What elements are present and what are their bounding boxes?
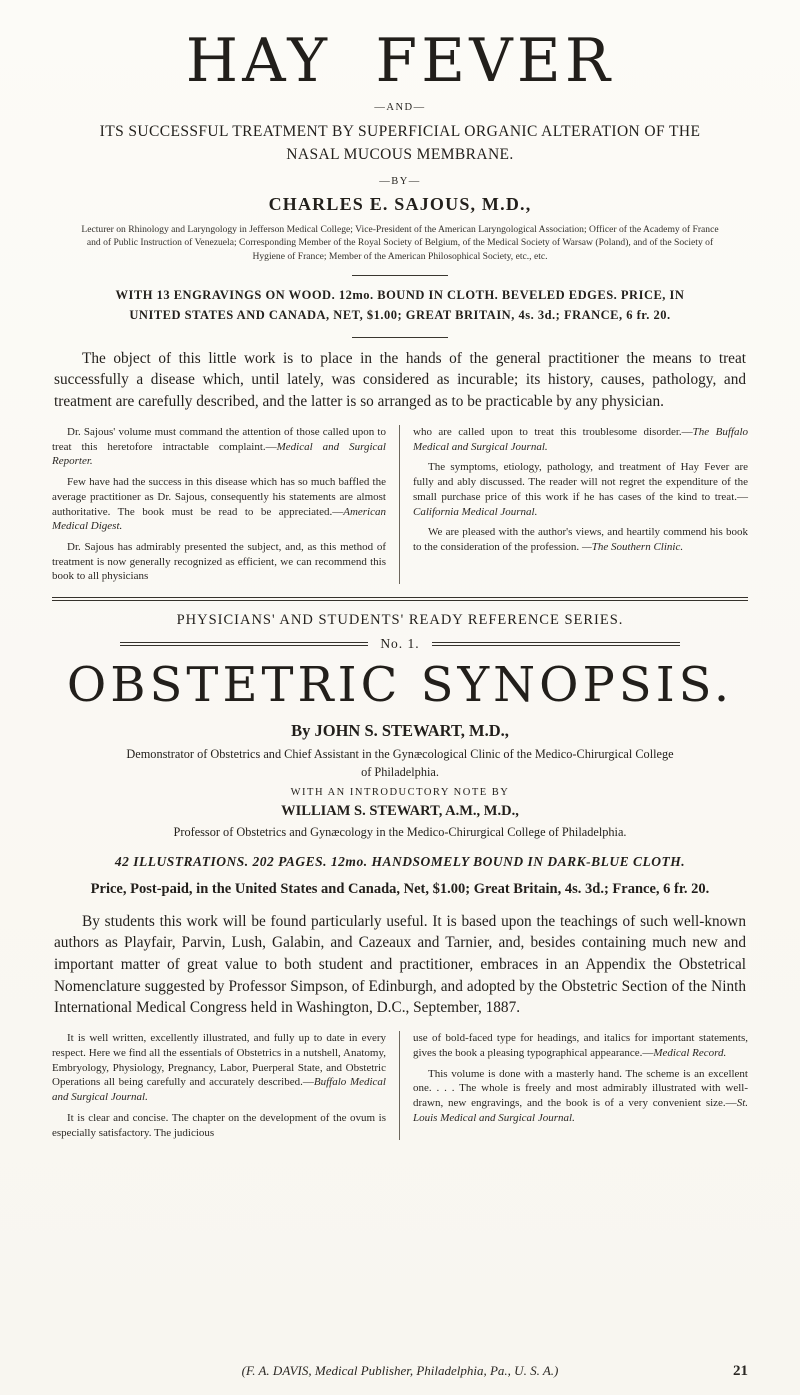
book1-title: HAY FEVER xyxy=(185,26,615,96)
series-rule-right xyxy=(432,642,680,646)
page-number: 21 xyxy=(733,1363,748,1379)
review-source: St. Louis Medical and Surgical Journal. xyxy=(413,1097,748,1124)
review-text: We are pleased with the author's views, and heartily commend his book to the consideration of the profession. xyxy=(413,526,748,554)
intro-note-author: WILLIAM S. STEWART, A.M., M.D., xyxy=(281,803,519,820)
book2-reviews-right-column xyxy=(400,1031,748,1140)
review-paragraph xyxy=(413,525,748,554)
review-paragraph xyxy=(413,1031,748,1060)
review-paragraph xyxy=(413,1067,748,1126)
section-rule xyxy=(352,337,448,338)
book2-format-specs: 42 ILLUSTRATIONS. 202 PAGES. 12mo. HANDSOMELY BOUND IN DARK-BLUE CLOTH. xyxy=(114,853,686,869)
series-title: PHYSICIANS' AND STUDENTS' READY REFERENCE SERIES. xyxy=(176,612,624,629)
review-paragraph xyxy=(52,540,386,584)
book1-author-credentials: Lecturer on Rhinology and Laryngology in Jefferson Medical College; Vice-President of the American Laryngological Association; Officer of the Academy of France and of Public Instruction of Venezuela; Corresponding Member of the Royal Society of Belgium, of the Medical Society of Warsaw (Poland), and of the Society of Hygiene of France; Member of the American Philosophical Society, etc., etc. xyxy=(81,223,719,263)
book1-reviews-left-column xyxy=(52,425,400,584)
review-text: It is well written, excellently illustrated, and fully up to date in every respect. Here we find all the essentials of Obstetrics in a nutshell, Anatomy, Embryology, Physiology, Pregnancy, Labor, Puerperal State, and Obstetric Operations all being carefully and accurately described.— xyxy=(52,1032,386,1089)
series-rule-left xyxy=(120,642,368,646)
book1-reviews xyxy=(52,425,748,584)
series-number: No. 1. xyxy=(380,636,420,652)
section-double-rule xyxy=(52,597,748,601)
review-text: who are called upon to treat this troublesome disorder.— xyxy=(413,425,693,438)
review-paragraph xyxy=(52,475,386,534)
book2-author-role: Demonstrator of Obstetrics and Chief Assistant in the Gynæcological Clinic of the Medico-Chirurgical College of Philadelphia. xyxy=(126,747,674,779)
review-source: California Medical Journal. xyxy=(413,505,538,518)
review-paragraph xyxy=(52,1031,386,1105)
review-source: The Buffalo Medical and Surgical Journal. xyxy=(413,425,748,453)
book2-price-info: Price, Post-paid, in the United States and Canada, Net, $1.00; Great Britain, 4s. 3d.; France, 6 fr. 20. xyxy=(90,880,710,897)
review-text: use of bold-faced type for headings, and italics for important statements, gives the book a pleasing typographical appearance.— xyxy=(413,1032,748,1059)
series-number-row xyxy=(120,636,680,652)
book1-edition-price-info: WITH 13 ENGRAVINGS ON WOOD. 12mo. BOUND IN CLOTH. BEVELED EDGES. PRICE, IN UNITED STATES AND CANADA, NET, $1.00; GREAT BRITAIN, 4s. 3d.; FRANCE, 6 fr. 20. xyxy=(115,288,685,323)
review-paragraph xyxy=(413,425,748,454)
review-source: Medical and Surgical Reporter. xyxy=(52,440,386,468)
intro-note-author-role: Professor of Obstetrics and Gynæcology in the Medico-Chirurgical College of Philadelphia. xyxy=(173,825,627,840)
book1-description: The object of this little work is to place in the hands of the general practitioner the means to treat successfully a disease which, until lately, was considered as incurable; its history, causes, pathology, and treatment are carefully described, and the latter is so arranged as to be practicable by any physician. xyxy=(54,349,746,411)
and-separator: —AND— xyxy=(374,102,426,113)
review-source: Buffalo Medical and Surgical Journal. xyxy=(52,1076,386,1104)
introductory-note-label: WITH AN INTRODUCTORY NOTE BY xyxy=(290,787,510,799)
publisher-imprint: (F. A. DAVIS, Medical Publisher, Philadelphia, Pa., U. S. A.) xyxy=(241,1363,559,1378)
review-text: Dr. Sajous' volume must command the attention of those called upon to treat this heretofore intractable complaint.— xyxy=(52,425,386,453)
review-source: —The Southern Clinic. xyxy=(581,541,684,554)
review-text: It is clear and concise. The chapter on the development of the ovum is especially satisfactory. The judicious xyxy=(52,1111,386,1139)
review-source: Medical Record. xyxy=(653,1046,727,1059)
book2-description: By students this work will be found particularly useful. It is based upon the teachings of such well-known authors as Playfair, Parvin, Lush, Galabin, and Cazeaux and Tarnier, and, besides containing much new and important matter of great value to both student and practitioner, embraces in an Appendix the Obstetrical Nomenclature suggested by Professor Simpson, of Edinburgh, and adopted by the Obstetric Section of the Ninth International Medical Congress held in Washington, D.C., September, 1887. xyxy=(54,912,746,1017)
review-paragraph xyxy=(52,1111,386,1140)
page-footer xyxy=(52,1363,748,1379)
book1-subtitle: ITS SUCCESSFUL TREATMENT BY SUPERFICIAL ORGANIC ALTERATION OF THE NASAL MUCOUS MEMBRANE. xyxy=(99,123,701,164)
review-text: The symptoms, etiology, pathology, and treatment of Hay Fever are fully and ably discussed. The reader will not regret the expenditure of the small purchase price of this work if he has cases of the kind to treat.— xyxy=(413,461,748,503)
book1-reviews-right-column xyxy=(400,425,748,584)
review-text: Few have had the success in this disease which has so much baffled the average practitioner as Dr. Sajous, consequently his statements are almost authoritative. The book must be read to be appreciated.— xyxy=(52,476,386,518)
book2-reviews xyxy=(52,1031,748,1140)
review-paragraph xyxy=(413,460,748,519)
by-separator: —BY— xyxy=(379,175,421,187)
review-source: American Medical Digest. xyxy=(52,505,386,533)
book2-author: By JOHN S. STEWART, M.D., xyxy=(291,721,509,741)
review-text: Dr. Sajous has admirably presented the subject, and, as this method of treatment is now generally recognized as efficient, we can recommend this book to all physicians xyxy=(52,541,386,583)
book2-title: OBSTETRIC SYNOPSIS. xyxy=(66,657,734,714)
review-text: This volume is done with a masterly hand. The scheme is an excellent one. . . . The whole is freely and most admirably illustrated with well-drawn, new engravings, and the book is of a very convenient size.— xyxy=(413,1067,748,1110)
book1-author: CHARLES E. SAJOUS, M.D., xyxy=(268,193,532,214)
book2-reviews-left-column xyxy=(52,1031,400,1140)
review-paragraph xyxy=(52,425,386,469)
section-rule xyxy=(352,275,448,276)
